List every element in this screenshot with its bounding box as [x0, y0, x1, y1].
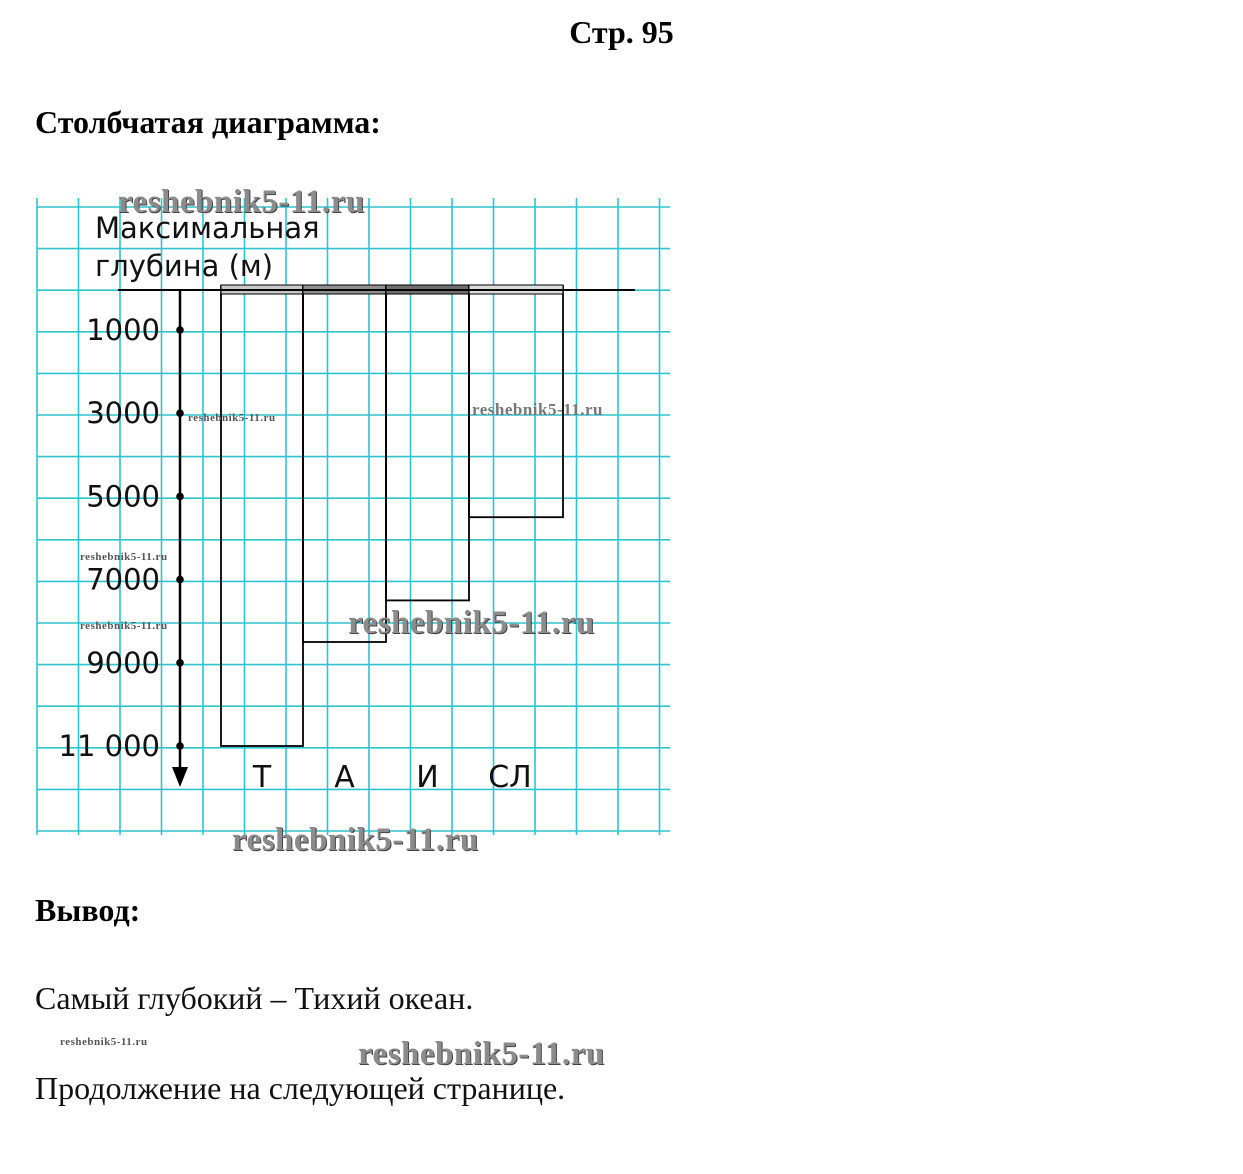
y-tick-label: 3000 — [86, 396, 160, 431]
bar-2 — [386, 286, 469, 600]
y-tick-label: 7000 — [86, 562, 160, 597]
y-tick-dot — [176, 409, 184, 417]
continuation-text: Продолжение на следующей странице. — [35, 1070, 566, 1106]
category-label: А — [334, 760, 355, 795]
y-tick-dot — [176, 742, 184, 750]
y-tick-label: 11 000 — [58, 729, 160, 763]
y-tick-label: 9000 — [86, 645, 160, 680]
chart-bars — [221, 285, 563, 746]
y-axis-label-line1: Максимальная — [95, 211, 320, 245]
watermark: reshebnik5-11.ru — [232, 822, 479, 858]
watermark: reshebnik5-11.ru — [60, 1036, 148, 1048]
bar-1 — [303, 286, 386, 642]
watermark: reshebnik5-11.ru — [118, 184, 365, 220]
watermark: reshebnik5-11.ru — [80, 620, 168, 632]
y-tick-dot — [176, 659, 184, 667]
y-axis-label-line2: глубина (м) — [95, 249, 274, 283]
category-label: СЛ — [488, 760, 532, 795]
bar-0 — [221, 286, 303, 746]
y-tick-label: 5000 — [86, 479, 160, 514]
y-tick-label: 1000 — [86, 313, 160, 347]
y-tick-dot — [176, 576, 184, 584]
watermark: reshebnik5-11.ru — [348, 605, 595, 641]
conclusion-text: Самый глубокий – Тихий океан. — [35, 980, 474, 1016]
watermark: reshebnik5-11.ru — [80, 551, 168, 563]
category-label: И — [416, 760, 439, 795]
y-axis-arrow-icon — [172, 767, 188, 787]
page-number: Стр. 95 — [569, 14, 674, 50]
watermark: reshebnik5-11.ru — [188, 412, 276, 424]
category-label: Т — [252, 760, 272, 795]
chart-heading: Столбчатая диаграмма: — [35, 104, 381, 140]
bar-chart — [35, 190, 675, 855]
y-tick-dot — [176, 326, 184, 334]
watermark: reshebnik5-11.ru — [358, 1036, 605, 1072]
y-axis-ticks — [59, 313, 184, 763]
y-tick-dot — [176, 493, 184, 501]
conclusion-heading: Вывод: — [35, 892, 141, 928]
watermark: reshebnik5-11.ru — [472, 400, 603, 419]
